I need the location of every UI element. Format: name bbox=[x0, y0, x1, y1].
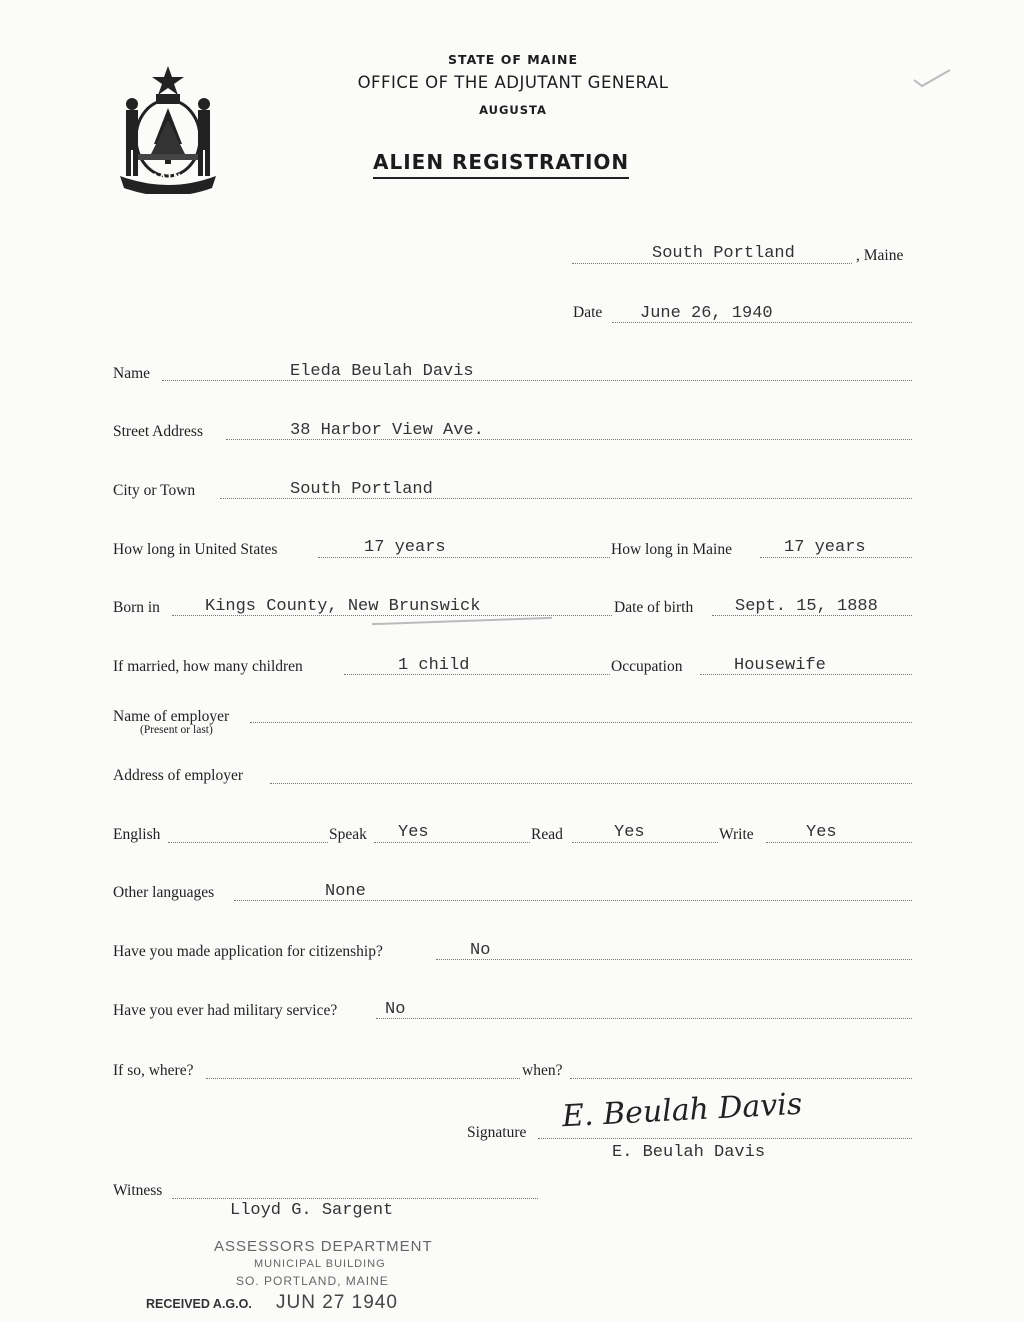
how-long-maine-value: 17 years bbox=[784, 538, 866, 557]
children-value: 1 child bbox=[398, 656, 470, 675]
military-value: No bbox=[385, 1000, 406, 1019]
read-label: Read bbox=[531, 826, 563, 843]
other-languages-value: None bbox=[325, 882, 366, 901]
typed-signature-name: E. Beulah Davis bbox=[612, 1143, 766, 1162]
english-label: English bbox=[113, 826, 161, 843]
employer-address-label: Address of employer bbox=[113, 767, 243, 784]
how-long-maine-label: How long in Maine bbox=[611, 541, 732, 558]
signature-label: Signature bbox=[467, 1124, 527, 1141]
form-title: ALIEN REGISTRATION bbox=[373, 150, 629, 179]
name-label: Name bbox=[113, 365, 151, 382]
city-header: AUGUSTA bbox=[479, 103, 547, 117]
write-label: Write bbox=[719, 826, 754, 843]
received-date: JUN 27 1940 bbox=[276, 1292, 398, 1313]
citizenship-value: No bbox=[470, 941, 491, 960]
street-value: 38 Harbor View Ave. bbox=[290, 421, 484, 440]
write-value: Yes bbox=[806, 823, 837, 842]
witness-label: Witness bbox=[113, 1182, 163, 1199]
where-label: If so, where? bbox=[113, 1062, 194, 1079]
occupation-value: Housewife bbox=[734, 656, 826, 675]
pencil-underline bbox=[372, 617, 552, 625]
received-prefix: RECEIVED A.G.O. bbox=[146, 1297, 252, 1311]
dob-label: Date of birth bbox=[614, 599, 694, 616]
street-label: Street Address bbox=[113, 423, 203, 440]
born-in-value: Kings County, New Brunswick bbox=[205, 597, 481, 616]
citizenship-label: Have you made application for citizenship? bbox=[113, 943, 383, 960]
stamp-line-2: MUNICIPAL BUILDING bbox=[254, 1258, 386, 1270]
how-long-us-value: 17 years bbox=[364, 538, 446, 557]
military-label: Have you ever had military service? bbox=[113, 1002, 338, 1019]
witness-name: Lloyd G. Sargent bbox=[230, 1201, 394, 1220]
read-value: Yes bbox=[614, 823, 645, 842]
handwritten-signature: E. Beulah Davis bbox=[561, 1086, 804, 1135]
check-mark-icon bbox=[912, 66, 952, 93]
place-value: South Portland bbox=[652, 244, 795, 263]
when-label: when? bbox=[522, 1062, 563, 1079]
other-languages-label: Other languages bbox=[113, 884, 215, 901]
dob-value: Sept. 15, 1888 bbox=[735, 597, 878, 616]
city-value: South Portland bbox=[290, 480, 433, 499]
place-suffix: , Maine bbox=[856, 247, 904, 264]
city-label: City or Town bbox=[113, 482, 196, 499]
state-header: STATE OF MAINE bbox=[448, 52, 578, 67]
date-value: June 26, 1940 bbox=[640, 304, 773, 323]
office-header: OFFICE OF THE ADJUTANT GENERAL bbox=[357, 73, 669, 92]
name-value: Eleda Beulah Davis bbox=[290, 362, 474, 381]
how-long-us-label: How long in United States bbox=[113, 541, 278, 558]
seal-banner-text: MAINE bbox=[148, 173, 191, 183]
speak-value: Yes bbox=[398, 823, 429, 842]
children-label: If married, how many children bbox=[113, 658, 303, 675]
speak-label: Speak bbox=[329, 826, 367, 843]
stamp-line-1: ASSESSORS DEPARTMENT bbox=[214, 1238, 433, 1255]
employer-sublabel: (Present or last) bbox=[140, 724, 213, 736]
date-label: Date bbox=[573, 304, 603, 321]
occupation-label: Occupation bbox=[611, 658, 683, 675]
employer-label: Name of employer bbox=[113, 708, 230, 725]
born-in-label: Born in bbox=[113, 599, 160, 616]
stamp-line-3: SO. PORTLAND, MAINE bbox=[236, 1274, 389, 1288]
